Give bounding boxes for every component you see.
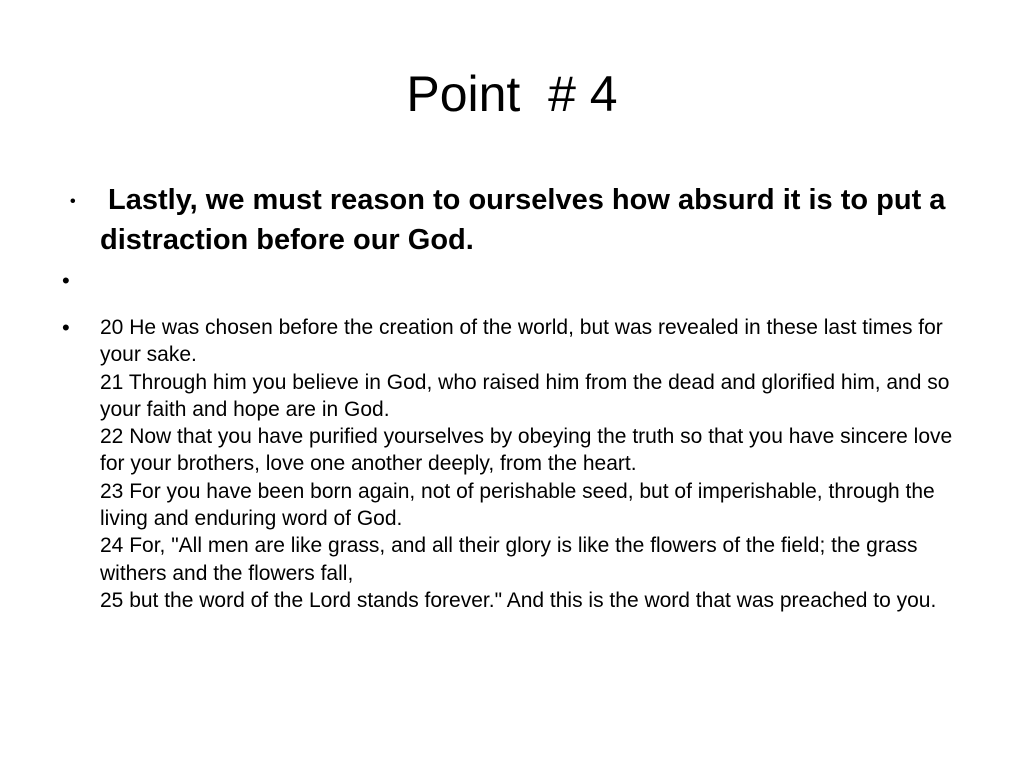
bullet-item [56, 264, 968, 304]
verse-20: 20 He was chosen before the creation of the world, but was revealed in these last times for your sake. [100, 316, 943, 367]
slide-body [56, 180, 968, 614]
verse-23: 23 For you have been born again, not of perishable seed, but of imperishable, through the living and enduring word of God. [100, 479, 935, 531]
verse-21: 21 Through him you believe in God, who raised him from the dead and glorified him, and so your faith and hope are in God. [100, 370, 950, 421]
verse-24: 24 For, "All men are like grass, and all their glory is like the flowers of the field; the grass withers and the flowers fall, [100, 534, 918, 585]
verse-25: 25 but the word of the Lord stands forever." And this is the word that was preached to you. [100, 588, 937, 612]
slide-title: Point # 4 [406, 66, 618, 122]
bullet-marker: • [70, 193, 76, 210]
bullet-marker: • [62, 315, 70, 340]
bullet-marker: • [62, 268, 70, 293]
bullet-text: Lastly, we must reason to ourselves how absurd it is to put a distraction before our God. [100, 184, 946, 256]
bullet-item [56, 180, 968, 260]
verse-22: 22 Now that you have purified yourselves by obeying the truth so that you have sincere love for your brothers, love one another deeply, from the heart. [100, 425, 953, 476]
bullet-item [56, 314, 968, 614]
